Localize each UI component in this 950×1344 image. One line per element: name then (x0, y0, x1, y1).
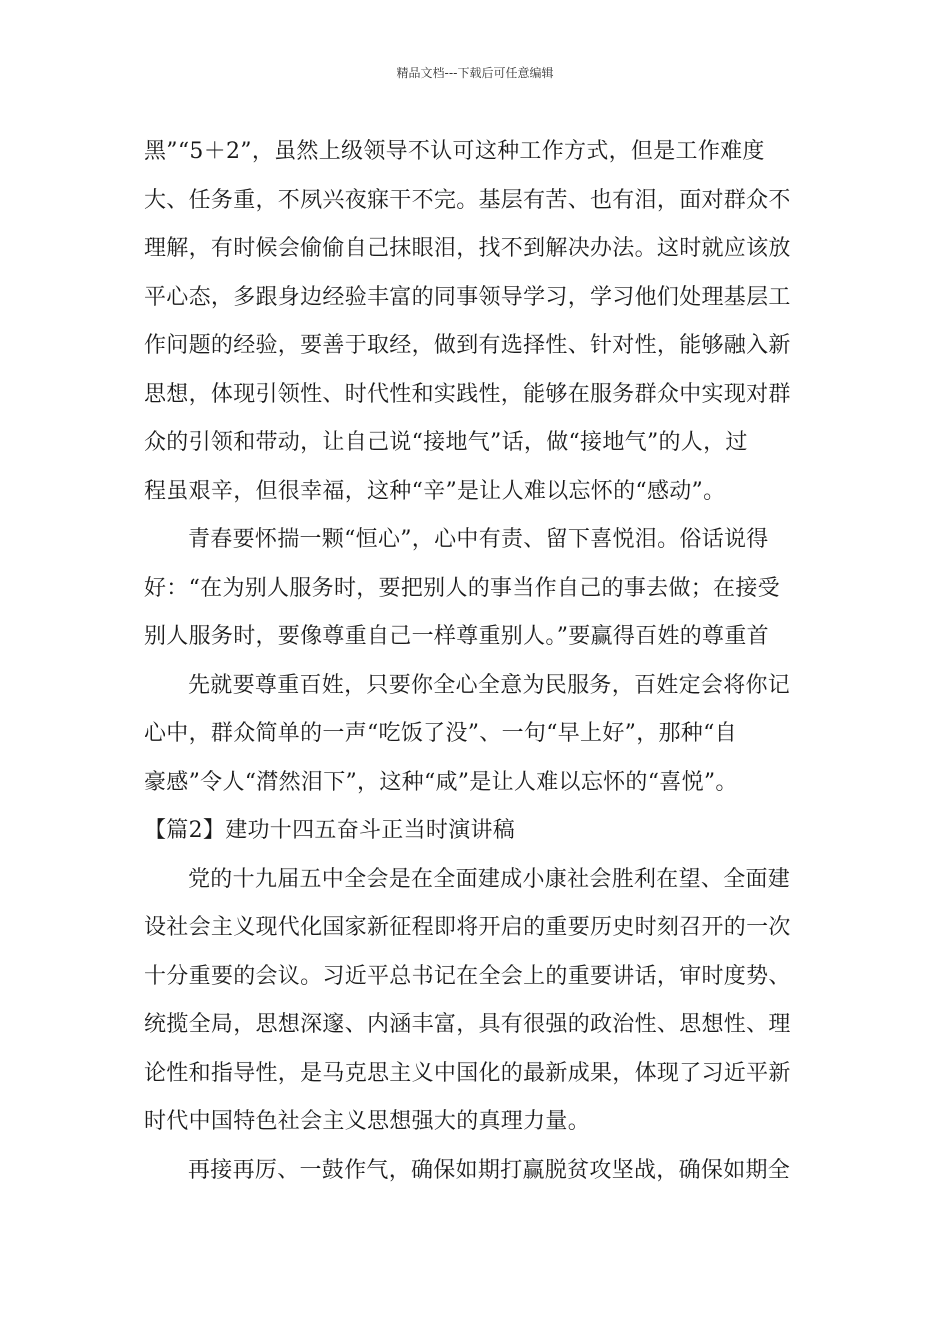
text-line: 平心态，多跟身边经验丰富的同事领导学习，学习他们处理基层工 (144, 284, 791, 310)
text-line: 思想，体现引领性、时代性和实践性，能够在服务群众中实现对群 (144, 381, 791, 407)
text-line: 设社会主义现代化国家新征程即将开启的重要历史时刻召开的一次 (144, 915, 791, 940)
text-line: 理解，有时候会偷偷自己抹眼泪，找不到解决办法。这时就应该放 (144, 236, 791, 261)
text-line: 党的十九届五中全会是在全面建成小康社会胜利在望、全面建 (188, 866, 791, 892)
text-line: 作问题的经验，要善于取经，做到有选择性、针对性，能够融入新 (144, 333, 791, 358)
document-body (144, 128, 814, 1195)
text-line: 豪感”令人“潸然泪下”，这种“咸”是让人难以忘怀的“喜悦”。 (144, 769, 738, 795)
text-line: 别人服务时，要像尊重自己一样尊重别人。”要赢得百姓的尊重首 (144, 624, 769, 649)
text-line: 十分重要的会议。习近平总书记在全会上的重要讲话，审时度势、 (144, 963, 791, 989)
text-line: 青春要怀揣一颗“恒心”，心中有责、留下喜悦泪。俗话说得 (188, 527, 769, 552)
text-line: 好：“在为别人服务时，要把别人的事当作自己的事去做；在接受 (144, 575, 780, 601)
text-line: 时代中国特色社会主义思想强大的真理力量。 (144, 1109, 591, 1134)
text-line: 再接再厉、一鼓作气，确保如期打赢脱贫攻坚战，确保如期全 (188, 1157, 791, 1183)
text-line: 论性和指导性，是马克思主义中国化的最新成果，体现了习近平新 (144, 1060, 791, 1086)
text-line: 大、任务重，不夙兴夜寐干不完。基层有苦、也有泪，面对群众不 (144, 187, 791, 213)
page-header: 精品文档---下载后可任意编辑 (396, 66, 554, 80)
text-line: 【篇2】建功十四五奋斗正当时演讲稿 (144, 818, 516, 843)
text-line: 先就要尊重百姓，只要你全心全意为民服务，百姓定会将你记 (188, 672, 791, 698)
text-line: 统揽全局，思想深邃、内涵丰富，具有很强的政治性、思想性、理 (144, 1012, 791, 1037)
text-line: 程虽艰辛，但很幸福，这种“辛”是让人难以忘怀的“感动”。 (144, 478, 726, 504)
text-line: 众的引领和带动，让自己说“接地气”话，做“接地气”的人，过 (144, 430, 748, 455)
text-line: 黑”“5＋2”，虽然上级领导不认可这种工作方式，但是工作难度 (144, 139, 765, 164)
text-line: 心中，群众简单的一声“吃饭了没”、一句“早上好”，那种“自 (144, 721, 737, 746)
